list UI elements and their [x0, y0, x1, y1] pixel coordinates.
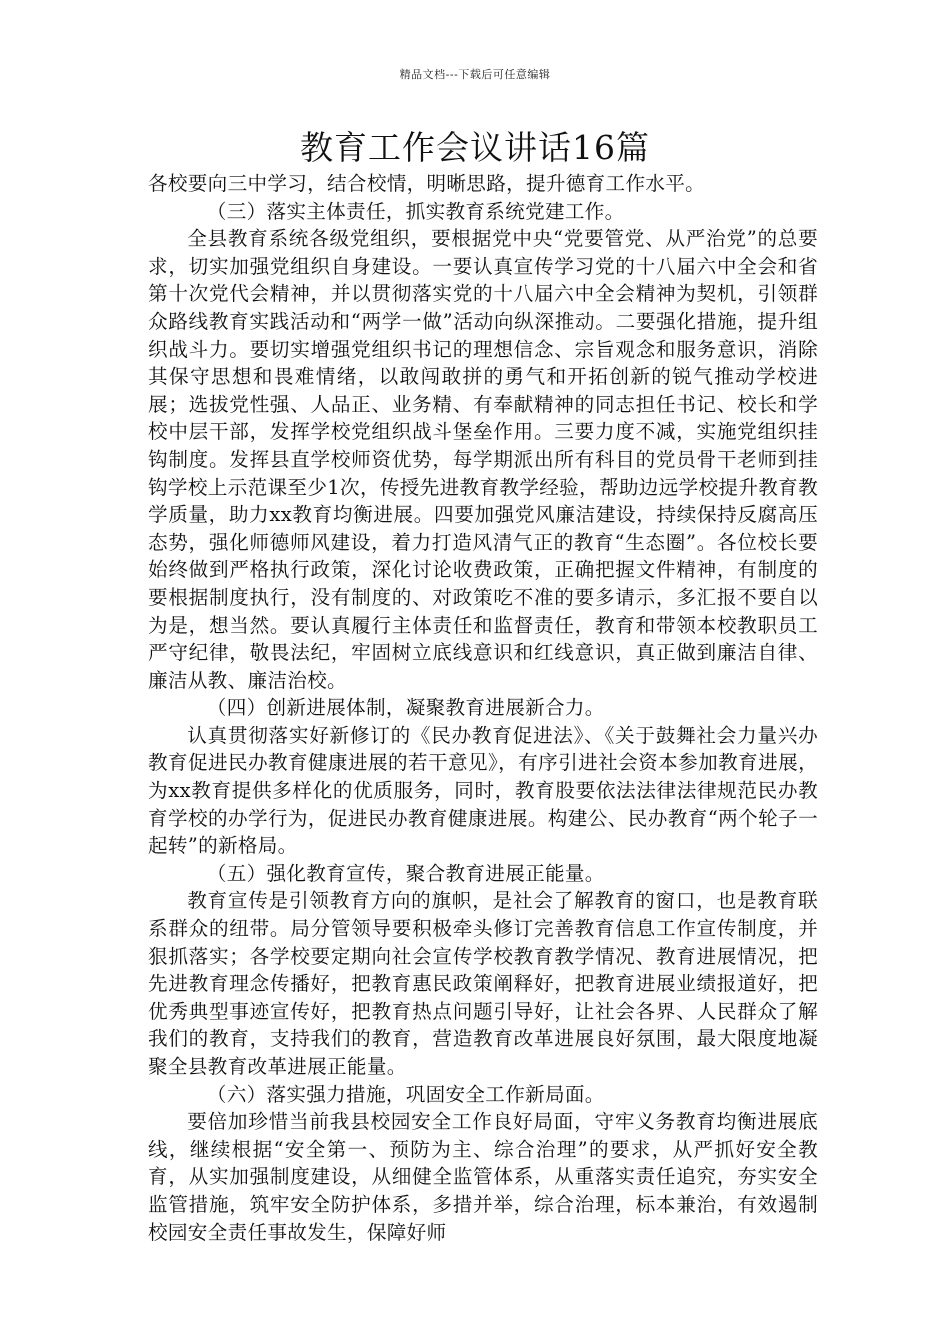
body-paragraph: 要倍加珍惜当前我县校园安全工作良好局面，守牢义务教育均衡进展底线，继续根据“安全第一、预防为主、综合治理”的要求，从严抓好安全教育，从实加强制度建设，从细健全监管体系，从重落实责任追究，夯实安全监管措施，筑牢安全防护体系，多措并举，综合治理，标本兼治，有效遏制校园安全责任事故发生，保障好师	[148, 1110, 818, 1244]
document-body	[148, 170, 818, 1246]
body-paragraph: 认真贯彻落实好新修订的《民办教育促进法》、《关于鼓舞社会力量兴办教育促进民办教育健康进展的若干意见》，有序引进社会资本参加教育进展，为xx教育提供多样化的优质服务，同时，教育股要依法法律法律规范民办教育学校的办学行为，促进民办教育健康进展。构建公、民办教育“两个轮子一起转”的新格局。	[148, 723, 818, 858]
body-paragraph: 教育宣传是引领教育方向的旗帜，是社会了解教育的窗口，也是教育联系群众的纽带。局分管领导要积极牵头修订完善教育信息工作宣传制度，并狠抓落实；各学校要定期向社会宣传学校教育教学情况、教育进展情况，把先进教育理念传播好，把教育惠民政策阐释好，把教育进展业绩报道好，把优秀典型事迹宣传好，把教育热点问题引导好，让社会各界、人民群众了解我们的教育，支持我们的教育，营造教育改革进展良好氛围，最大限度地凝聚全县教育改革进展正能量。	[148, 889, 818, 1078]
section-heading: （三）落实主体责任，抓实教育系统党建工作。	[206, 199, 625, 223]
paragraph-plain: 各校要向三中学习，结合校情，明晰思路，提升德育工作水平。	[148, 172, 706, 195]
document-title: 教育工作会议讲话16篇	[300, 128, 650, 167]
section-heading: （四）创新进展体制，凝聚教育进展新合力。	[206, 696, 605, 720]
header-note: 精品文档---下载后可任意编辑	[399, 68, 551, 81]
body-paragraph: 全县教育系统各级党组织，要根据党中央“党要管党、从严治党”的总要求，切实加强党组织自身建设。一要认真宣传学习党的十八届六中全会和省第十次党代会精神，并以贯彻落实党的十八届六中全会精神为契机，引领群众路线教育实践活动和“两学一做”活动向纵深推动。二要强化措施，提升组织战斗力。要切实增强党组织书记的理想信念、宗旨观念和服务意识，消除其保守思想和畏难情绪，以敢闯敢拼的勇气和开拓创新的锐气推动学校进展；选拔党性强、人品正、业务精、有奉献精神的同志担任书记、校长和学校中层干部，发挥学校党组织战斗堡垒作用。三要力度不减，实施党组织挂钩制度。发挥县直学校师资优势，每学期派出所有科目的党员骨干老师到挂钩学校上示范课至少1次，传授先进教育教学经验，帮助边远学校提升教育教学质量，助力xx教育均衡进展。四要加强党风廉洁建设，持续保持反腐高压态势，强化师德师风建设，着力打造风清气正的教育“生态圈”。各位校长要始终做到严格执行政策，深化讨论收费政策，正确把握文件精神，有制度的要根据制度执行，没有制度的、对政策吃不准的要多请示，多汇报不要自以为是，想当然。要认真履行主体责任和监督责任，教育和带领本校教职员工严守纪律，敬畏法纪，牢固树立底线意识和红线意识，真正做到廉洁自律、廉洁从教、廉洁治校。	[148, 227, 818, 692]
section-heading: （五）强化教育宣传，聚合教育进展正能量。	[206, 861, 605, 885]
section-heading: （六）落实强力措施，巩固安全工作新局面。	[206, 1082, 605, 1106]
